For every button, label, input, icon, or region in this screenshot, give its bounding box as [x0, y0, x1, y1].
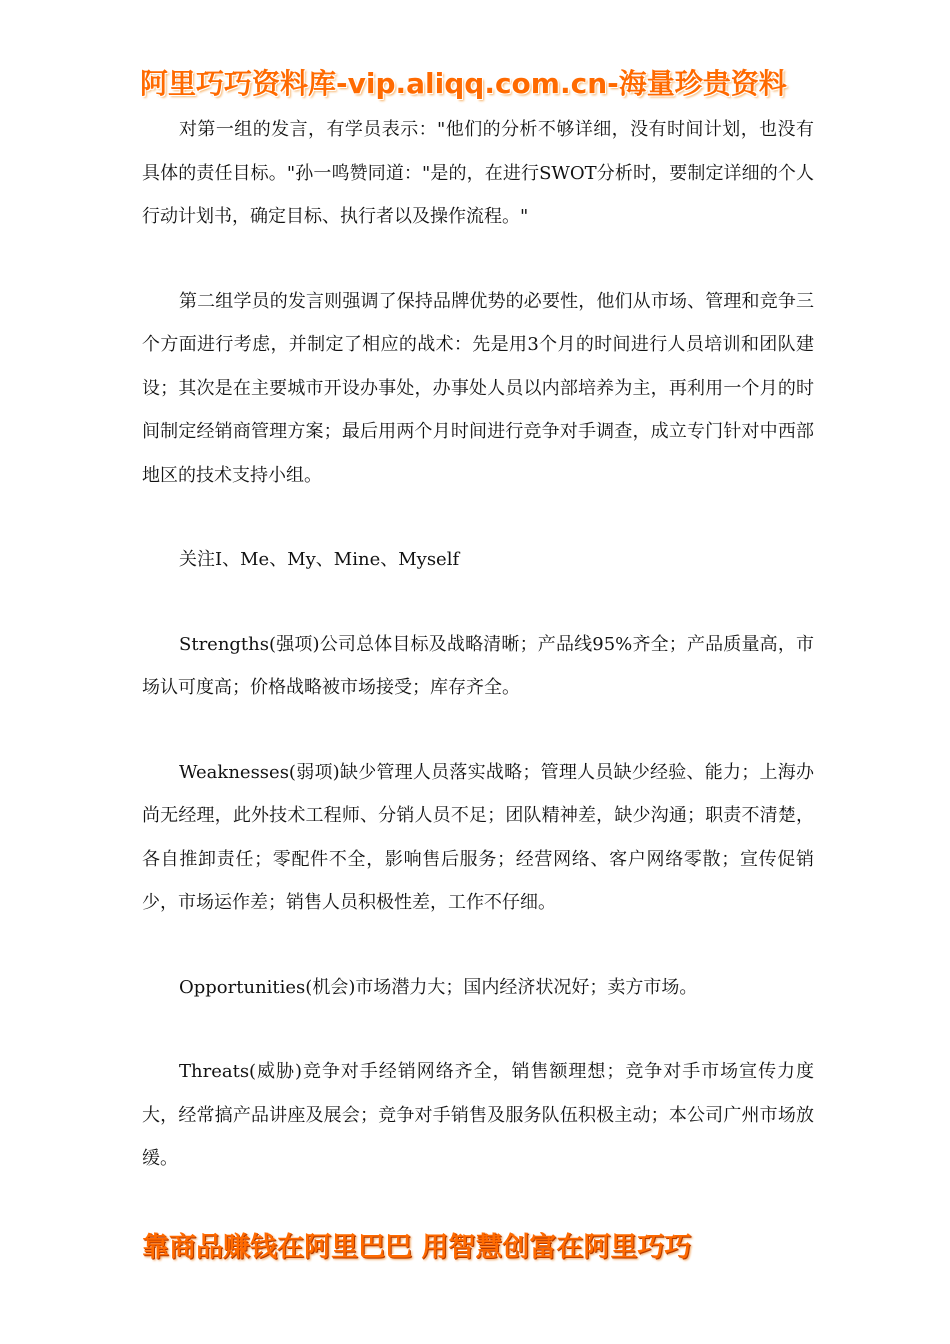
- paragraph-threats: Threats(威胁)竞争对手经销网络齐全，销售额理想；竞争对手市场宣传力度大，经常搞产品讲座及展会；竞争对手销售及服务队伍积极主动；本公司广州市场放缓。: [142, 1061, 814, 1169]
- footer-watermark-banner: 靠商品赚钱在阿里巴巴 用智慧创富在阿里巧巧: [142, 1232, 692, 1263]
- paragraph-focus-on-self: 关注I、Me、My、Mine、Myself: [179, 549, 460, 570]
- paragraph-group-two-feedback: 第二组学员的发言则强调了保持品牌优势的必要性，他们从市场、管理和竞争三个方面进行考虑，并制定了相应的战术：先是用3个月的时间进行人员培训和团队建设；其次是在主要城市开设办事处，办事处人员以内部培养为主，再利用一个月的时间制定经销商管理方案；最后用两个月时间进行竞争对手调查，成立专门针对中西部地区的技术支持小组。: [142, 290, 814, 486]
- paragraph-opportunities: Opportunities(机会)市场潜力大；国内经济状况好；卖方市场。: [179, 976, 698, 998]
- header-watermark-banner: 阿里巧巧资料库-vip.aliqq.com.cn-海量珍贵资料: [140, 67, 787, 100]
- paragraph-group-one-feedback: 对第一组的发言，有学员表示："他们的分析不够详细，没有时间计划，也没有具体的责任目标。"孙一鸣赞同道："是的，在进行SWOT分析时，要制定详细的个人行动计划书，确定目标、执行者以及操作流程。": [142, 119, 814, 227]
- paragraph-strengths: Strengths(强项)公司总体目标及战略清晰；产品线95%齐全；产品质量高，市场认可度高；价格战略被市场接受；库存齐全。: [142, 633, 814, 698]
- paragraph-weaknesses: Weaknesses(弱项)缺少管理人员落实战略；管理人员缺少经验、能力；上海办尚无经理，此外技术工程师、分销人员不足；团队精神差，缺少沟通；职责不清楚，各自推卸责任；零配件不全，影响售后服务；经营网络、客户网络零散；宣传促销少，市场运作差；销售人员积极性差，工作不仔细。: [142, 761, 814, 913]
- document-body: [142, 108, 814, 1222]
